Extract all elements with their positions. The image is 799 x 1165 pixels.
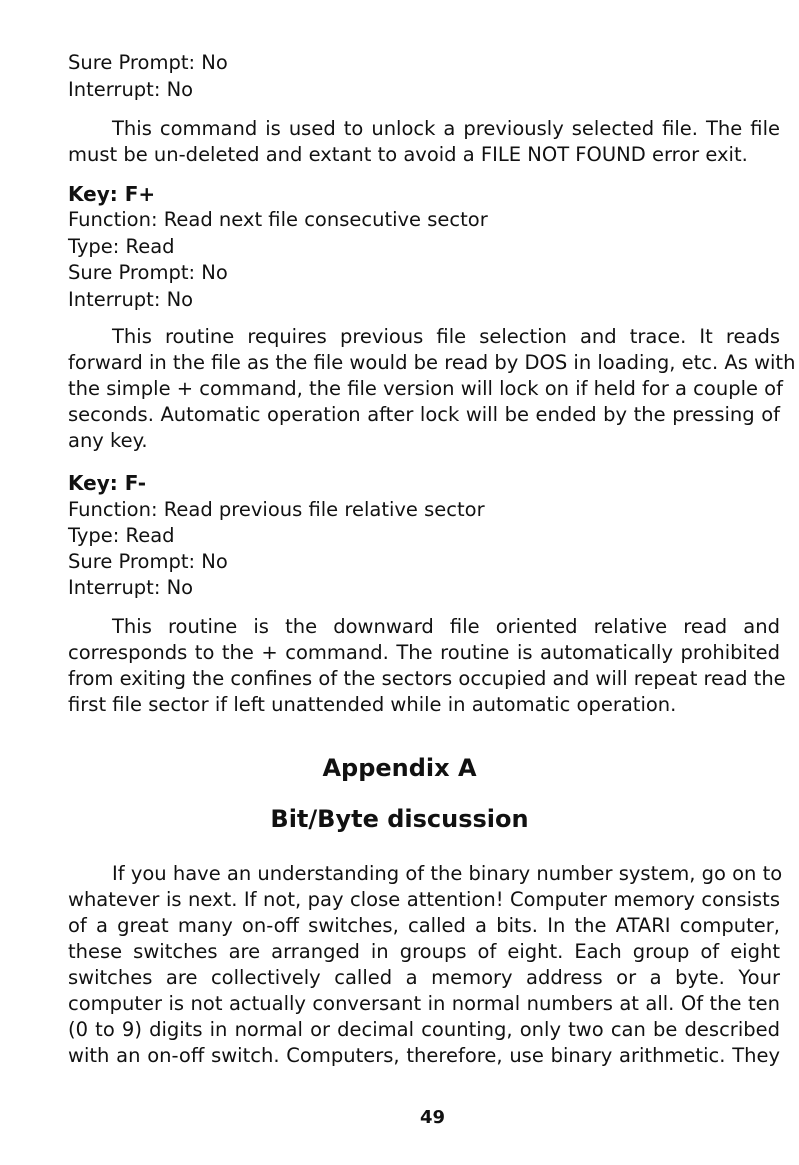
paragraph-line: corresponds to the + command. The routine is automatically prohibited [68, 641, 780, 664]
paragraph-line: whatever is next. If not, pay close attention! Computer memory consists [68, 888, 780, 911]
paragraph-line: with an on-off switch. Computers, therefore, use binary arithmetic. They [68, 1044, 780, 1067]
paragraph-line: any key. [68, 429, 148, 452]
paragraph-line: This routine requires previous file selection and trace. It reads [112, 325, 780, 348]
function-line: Function: Read next file consecutive sector [68, 208, 488, 231]
paragraph-line: of a great many on-off switches, called a bits. In the ATARI computer, [68, 914, 780, 937]
interrupt-line: Interrupt: No [68, 78, 194, 101]
paragraph-line: computer is not actually conversant in normal numbers at all. Of the ten [68, 992, 780, 1015]
type-line: Type: Read [68, 235, 175, 258]
paragraph-line: first file sector if left unattended while in automatic operation. [68, 693, 677, 716]
paragraph-line: forward in the file as the file would be read by DOS in loading, etc. As with [68, 351, 796, 374]
paragraph-line: from exiting the confines of the sectors occupied and will repeat read the [68, 667, 786, 690]
sure-prompt-line: Sure Prompt: No [68, 51, 228, 74]
paragraph-line: This command is used to unlock a previously selected file. The file [112, 117, 780, 140]
sure-prompt-line: Sure Prompt: No [68, 550, 228, 573]
interrupt-line: Interrupt: No [68, 576, 194, 599]
page-number: 49 [419, 1107, 446, 1128]
paragraph-line: If you have an understanding of the binary number system, go on to [112, 862, 783, 885]
appendix-title: Appendix A [322, 754, 477, 782]
paragraph-line: the simple + command, the file version will lock on if held for a couple of [68, 377, 783, 400]
sure-prompt-line: Sure Prompt: No [68, 261, 228, 284]
paragraph-line: switches are collectively called a memory address or a byte. Your [68, 966, 780, 989]
paragraph-line: these switches are arranged in groups of eight. Each group of eight [68, 940, 780, 963]
paragraph-line: This routine is the downward file oriented relative read and [112, 615, 780, 638]
appendix-subtitle: Bit/Byte discussion [270, 805, 529, 833]
function-line: Function: Read previous file relative sector [68, 498, 485, 521]
type-line: Type: Read [68, 524, 175, 547]
key-heading: Key: F+ [68, 182, 156, 206]
interrupt-line: Interrupt: No [68, 288, 194, 311]
key-heading: Key: F- [68, 471, 147, 495]
paragraph-line: seconds. Automatic operation after lock will be ended by the pressing of [68, 403, 780, 426]
paragraph-line: (0 to 9) digits in normal or decimal counting, only two can be described [68, 1018, 780, 1041]
paragraph-line: must be un-deleted and extant to avoid a FILE NOT FOUND error exit. [68, 143, 748, 166]
